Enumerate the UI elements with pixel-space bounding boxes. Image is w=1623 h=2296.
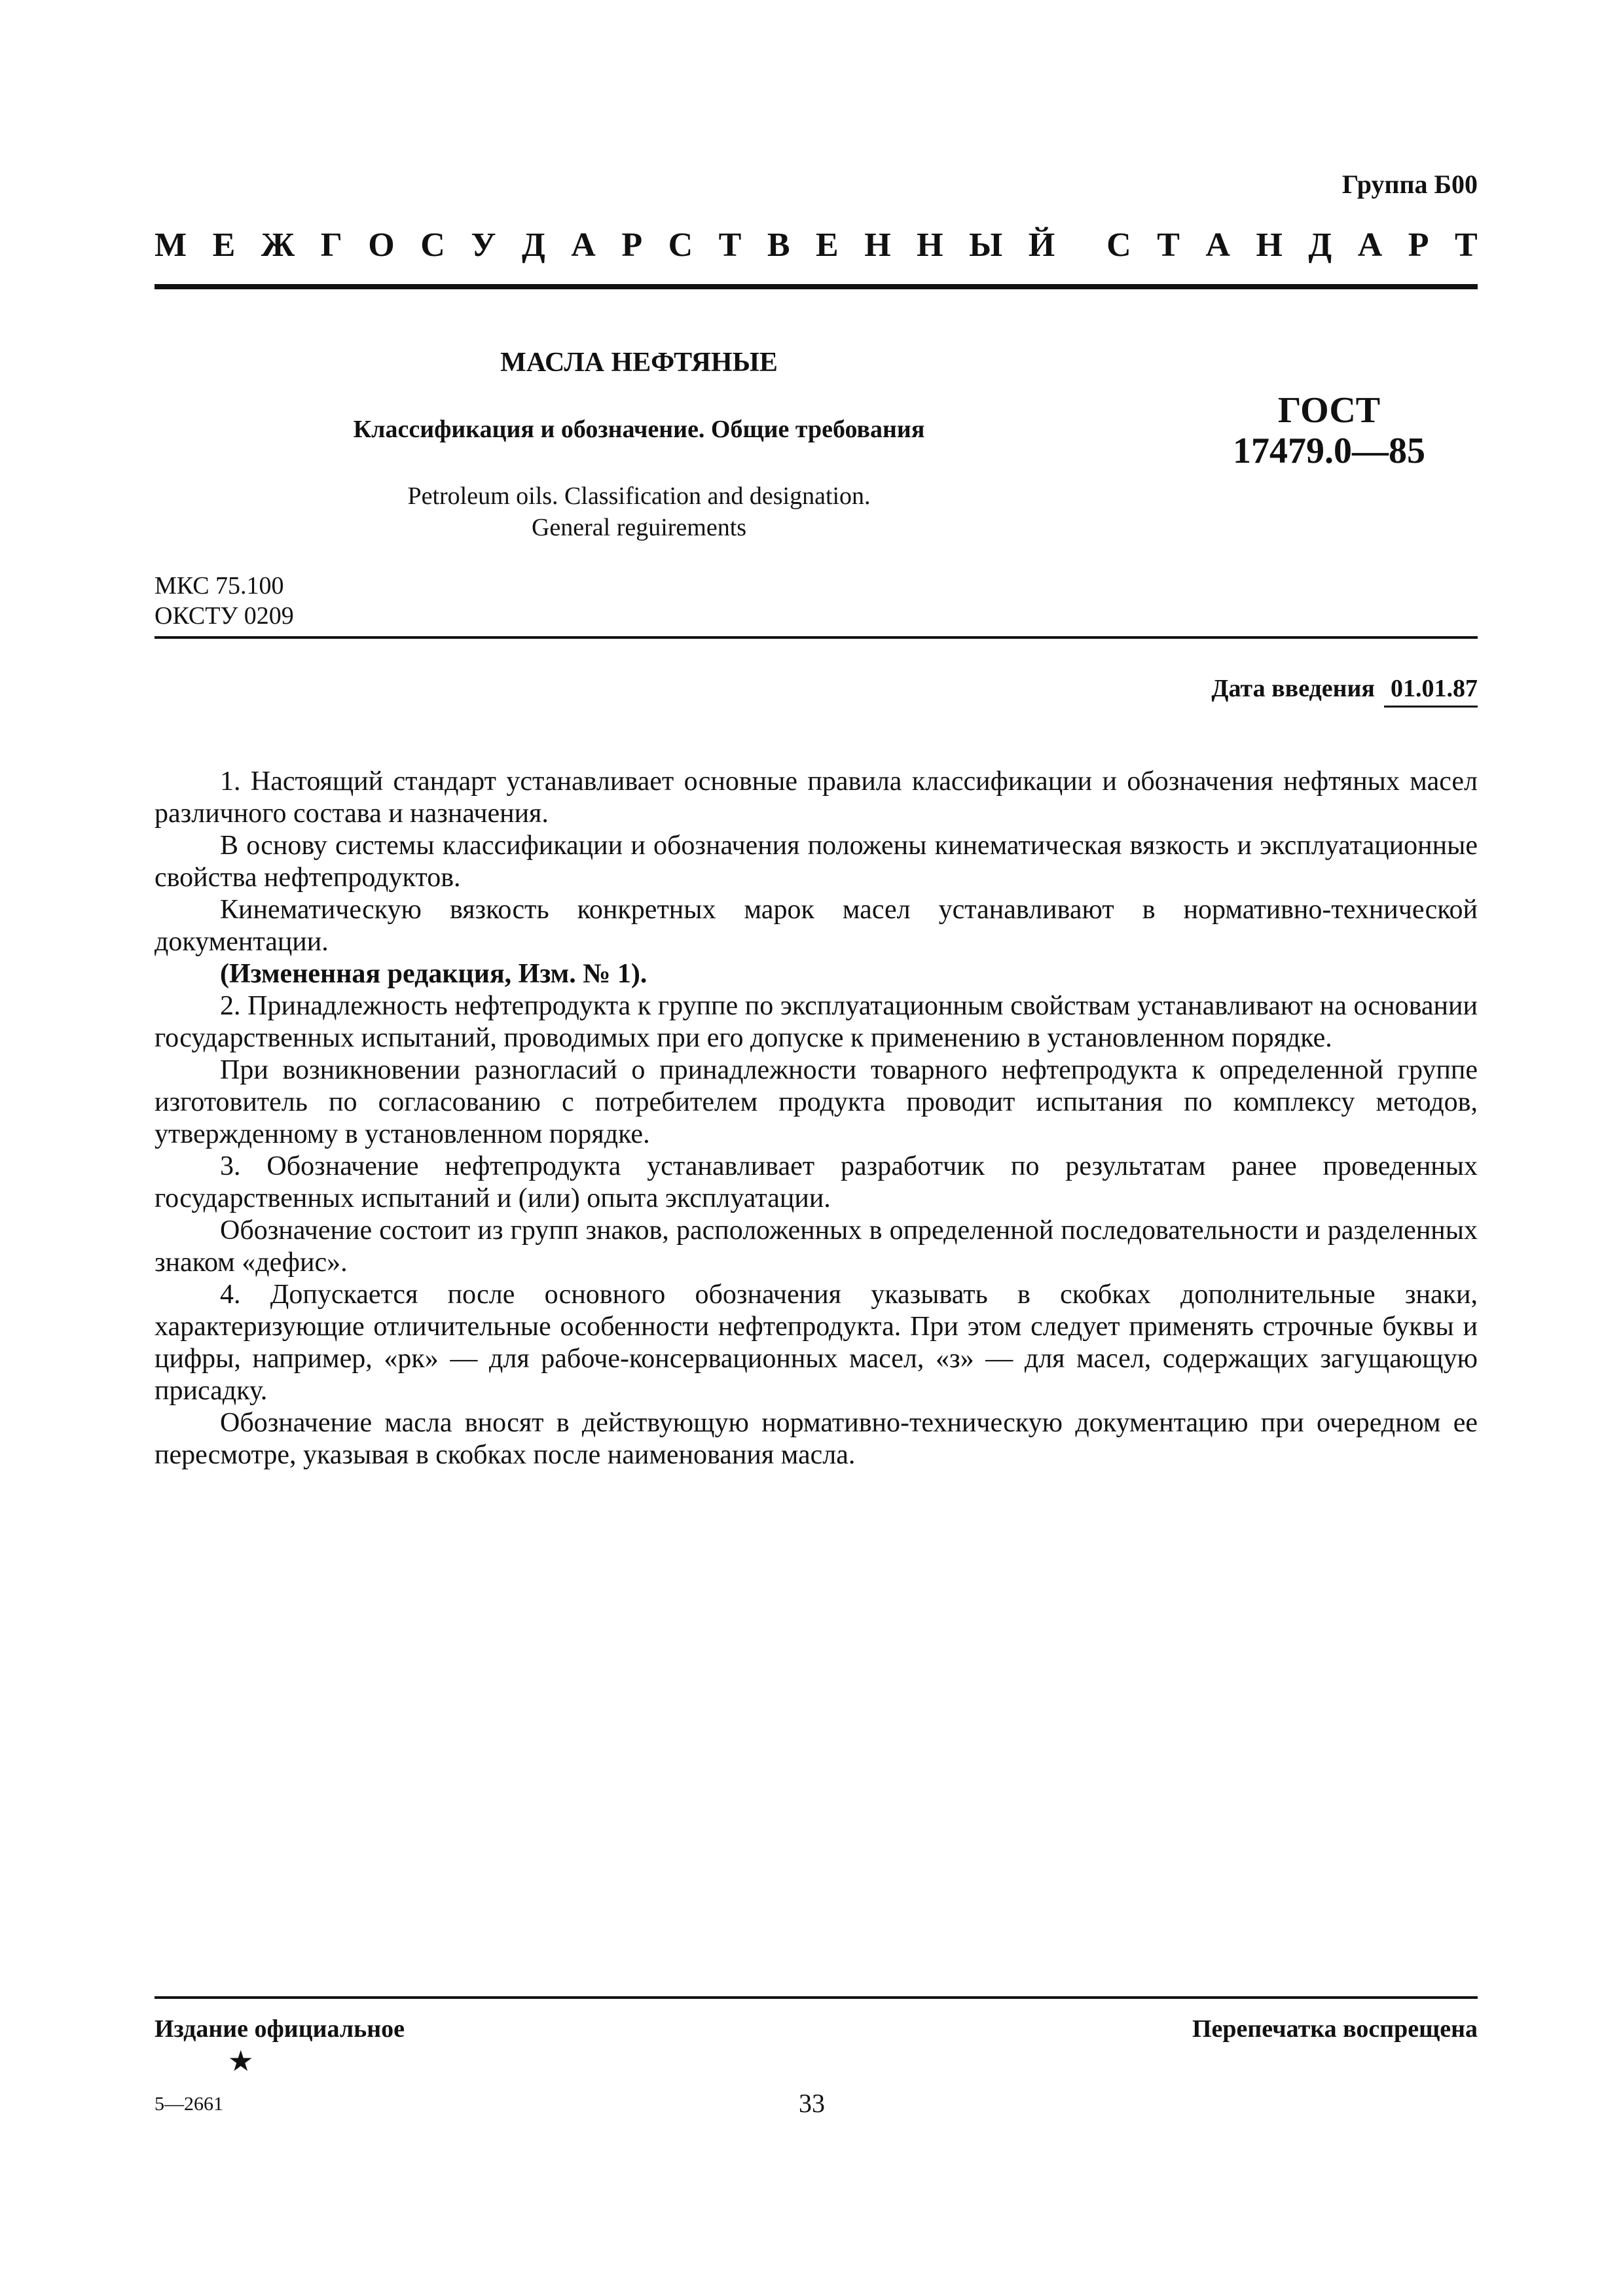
heading-letter: В — [767, 226, 790, 264]
amendment-note: (Измененная редакция, Изм. № 1). — [220, 959, 647, 989]
heading-letter: С — [1106, 226, 1131, 264]
heading-letter: Н — [864, 226, 891, 264]
heading-letter: Т — [718, 226, 742, 264]
heading-letter: Й — [1028, 226, 1055, 264]
paragraph: 1. Настоящий стандарт устанавливает основные правила классификации и обозначения нефтяных масел различного состава и назначения. — [155, 766, 1478, 829]
gost-label: ГОСТ — [1277, 390, 1381, 431]
heading-letter: Е — [816, 226, 839, 264]
document-title: МАСЛА НЕФТЯНЫЕ — [500, 348, 778, 378]
title-block — [155, 347, 1123, 543]
group-label: Группа Б00 — [1341, 170, 1478, 199]
star-icon: ★ — [228, 2045, 254, 2077]
paragraph: Обозначение масла вносят в действующую нормативно-техническую документацию при очередном ее пересмотре, указывая в скобках после наименования масла. — [155, 1408, 1478, 1470]
heading-letter: А — [1205, 226, 1230, 264]
paragraph: 2. Принадлежность нефтепродукта к группе по эксплуатационным свойствам устанавливают на основании государственных испытаний, проводимых при его допуске к применению в установленном порядке. — [155, 991, 1478, 1053]
heading-letter: Р — [1408, 226, 1429, 264]
page-number: 33 — [799, 2089, 825, 2118]
okstu-code: ОКСТУ 0209 — [155, 602, 294, 630]
heading-letter: Е — [212, 226, 236, 264]
paragraph: 4. Допускается после основного обозначения указывать в скобках дополнительные знаки, характеризующие отличительные особенности нефтепродукта. При этом следует применять строчные буквы и цифры, например, «рк» — для рабоче-консервационных масел, «з» — для масел, содержащих загущающую присадку. — [155, 1280, 1478, 1406]
english-title-line: Petroleum oils. Classification and designation. — [407, 482, 871, 510]
classification-codes — [155, 571, 294, 631]
heading-letter: А — [1357, 226, 1383, 264]
heading-letter: Д — [1308, 226, 1332, 264]
heading-letter: О — [368, 226, 395, 264]
heading-letter: Т — [1455, 226, 1478, 264]
heading-letter: Г — [320, 226, 342, 264]
introduction-date-value: 01.01.87 — [1384, 674, 1478, 708]
mks-code: МКС 75.100 — [155, 572, 284, 600]
paragraph: Кинематическую вязкость конкретных марок масел устанавливают в нормативно-технической документации. — [155, 895, 1478, 957]
heading-letter: Ж — [261, 226, 295, 264]
paragraph: В основу системы классификации и обозначения положены кинематическая вязкость и эксплуатационные свойства нефтепродуктов. — [155, 831, 1478, 893]
standard-type-heading — [155, 226, 1478, 264]
codes-divider — [155, 636, 1478, 639]
paragraph: Обозначение состоит из групп знаков, расположенных в определенной последовательности и разделенных знаком «дефис». — [155, 1215, 1478, 1278]
footer-divider — [155, 1996, 1478, 1999]
print-code: 5—2661 — [155, 2093, 223, 2115]
introduction-date — [1211, 674, 1478, 708]
header-divider — [155, 284, 1478, 289]
paragraph: При возникновении разногласий о принадлежности товарного нефтепродукта к определенной группе изготовитель по согласованию с потребителем продукта проводит испытания по комплексу методов, утвержденному в установленном порядке. — [155, 1055, 1478, 1149]
body-text — [155, 766, 1478, 1471]
document-subtitle: Классификация и обозначение. Общие требования — [353, 416, 925, 443]
english-title — [155, 480, 1123, 543]
paragraph: 3. Обозначение нефтепродукта устанавливает разработчик по результатам ранее проведенных государственных испытаний и (или) опыта эксплуатации. — [155, 1151, 1478, 1213]
heading-letter: Н — [917, 226, 943, 264]
english-title-line: General reguirements — [531, 514, 747, 541]
reprint-notice: Перепечатка воспрещена — [1192, 2015, 1478, 2043]
heading-letter: Р — [621, 226, 643, 264]
heading-letter: Ы — [969, 226, 1003, 264]
heading-letter: Т — [1157, 226, 1180, 264]
heading-letter: Д — [521, 226, 545, 264]
gost-designation — [1178, 390, 1480, 471]
heading-letter: М — [155, 226, 187, 264]
heading-letter: Н — [1256, 226, 1283, 264]
heading-letter: У — [471, 226, 496, 264]
heading-letter: С — [420, 226, 445, 264]
edition-label: Издание официальное — [155, 2015, 405, 2043]
heading-letter: А — [571, 226, 596, 264]
introduction-date-label: Дата введения — [1211, 675, 1375, 702]
gost-number: 17479.0—85 — [1233, 431, 1425, 471]
heading-letter: С — [668, 226, 693, 264]
